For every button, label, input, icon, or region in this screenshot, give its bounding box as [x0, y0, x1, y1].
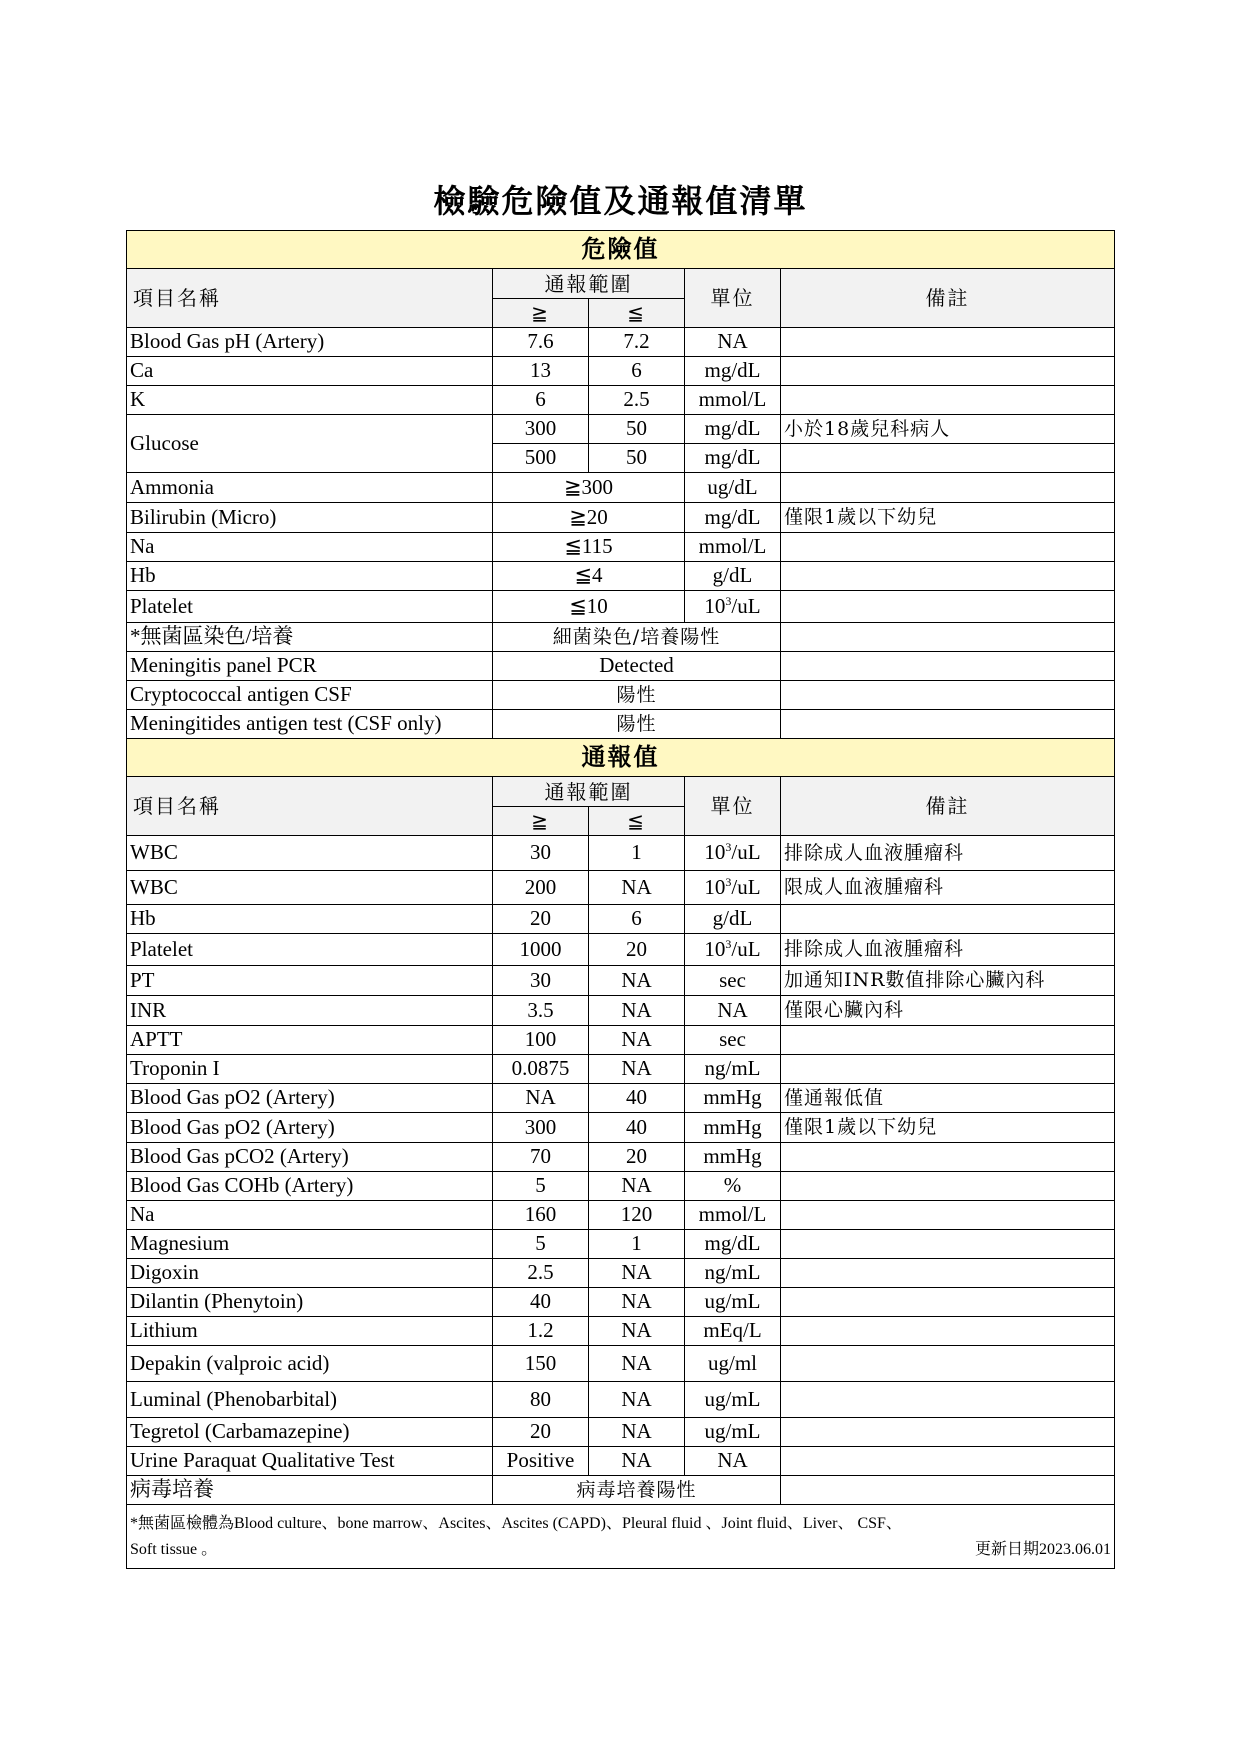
- le-value: NA: [589, 1447, 685, 1476]
- table-row: [127, 357, 1115, 386]
- note-cell: [781, 1382, 1115, 1418]
- table-row: [127, 623, 1115, 652]
- item-name: Meningitis panel PCR: [127, 652, 493, 681]
- unit-exponent: 3: [725, 936, 732, 951]
- unit-cell: mmol/L: [685, 386, 781, 415]
- section-row: [127, 231, 1115, 269]
- ge-value: 40: [493, 1288, 589, 1317]
- note-cell: [781, 473, 1115, 503]
- updated-date: 更新日期2023.06.01: [974, 1540, 1111, 1558]
- item-name: Blood Gas pCO2 (Artery): [127, 1143, 493, 1172]
- result-cell: Detected: [493, 652, 781, 681]
- unit-cell: mmHg: [685, 1084, 781, 1113]
- note-cell: [781, 357, 1115, 386]
- table-row: [127, 1317, 1115, 1346]
- unit-cell: mmol/L: [685, 533, 781, 562]
- table-row: [127, 1259, 1115, 1288]
- item-name: Lithium: [127, 1317, 493, 1346]
- ge-value: 150: [493, 1346, 589, 1382]
- table-row: [127, 1172, 1115, 1201]
- item-name: Depakin (valproic acid): [127, 1346, 493, 1382]
- header-item: 項目名稱: [127, 269, 493, 328]
- table-row: [127, 836, 1115, 871]
- ge-value: 80: [493, 1382, 589, 1418]
- range-cell: ≧20: [493, 503, 685, 533]
- section-row: [127, 739, 1115, 777]
- le-value: NA: [589, 1259, 685, 1288]
- header-row: [127, 269, 1115, 299]
- note-cell: [781, 591, 1115, 623]
- note-cell: 限成人血液腫瘤科: [781, 871, 1115, 905]
- note-cell: [781, 562, 1115, 591]
- header-le: ≦: [589, 299, 685, 328]
- critical-values-table: [126, 230, 1115, 1569]
- table-row: [127, 1447, 1115, 1476]
- result-cell: 陽性: [493, 710, 781, 739]
- item-name: Blood Gas pO2 (Artery): [127, 1084, 493, 1113]
- header-note: 備註: [781, 777, 1115, 836]
- le-value: 50: [589, 444, 685, 473]
- note-cell: 僅限1歲以下幼兒: [781, 1113, 1115, 1143]
- table-row: [127, 533, 1115, 562]
- ge-value: Positive: [493, 1447, 589, 1476]
- ge-value: 300: [493, 1113, 589, 1143]
- le-value: 20: [589, 934, 685, 966]
- note-cell: 僅通報低值: [781, 1084, 1115, 1113]
- note-cell: [781, 1418, 1115, 1447]
- table-body: [127, 231, 1115, 1569]
- item-name: K: [127, 386, 493, 415]
- ge-value: 6: [493, 386, 589, 415]
- table-row: [127, 415, 1115, 444]
- note-cell: [781, 1317, 1115, 1346]
- table-row: [127, 1084, 1115, 1113]
- unit-cell: mEq/L: [685, 1317, 781, 1346]
- note-cell: [781, 1026, 1115, 1055]
- unit-cell: ug/mL: [685, 1382, 781, 1418]
- ge-value: 0.0875: [493, 1055, 589, 1084]
- range-cell: ≦4: [493, 562, 685, 591]
- section-title: 通報值: [127, 739, 1115, 777]
- unit-exponent: 3: [725, 840, 732, 855]
- unit-cell: ng/mL: [685, 1259, 781, 1288]
- item-name: Bilirubin (Micro): [127, 503, 493, 533]
- item-name: Cryptococcal antigen CSF: [127, 681, 493, 710]
- table-row: [127, 652, 1115, 681]
- ge-value: 500: [493, 444, 589, 473]
- ge-value: 5: [493, 1172, 589, 1201]
- table-row: [127, 1143, 1115, 1172]
- item-name: Na: [127, 1201, 493, 1230]
- footnote-tissue: Soft tissue 。: [130, 1540, 218, 1558]
- table-row: [127, 591, 1115, 623]
- note-cell: [781, 710, 1115, 739]
- item-name: Blood Gas pH (Artery): [127, 328, 493, 357]
- unit-cell: ng/mL: [685, 1055, 781, 1084]
- note-cell: 小於18歲兒科病人: [781, 415, 1115, 444]
- item-name: Ammonia: [127, 473, 493, 503]
- unit-cell: mmHg: [685, 1113, 781, 1143]
- note-cell: 僅限心臟內科: [781, 996, 1115, 1026]
- table-row: [127, 871, 1115, 905]
- ge-value: 1000: [493, 934, 589, 966]
- unit-cell: ug/mL: [685, 1288, 781, 1317]
- item-name: Dilantin (Phenytoin): [127, 1288, 493, 1317]
- le-value: 7.2: [589, 328, 685, 357]
- note-cell: [781, 1143, 1115, 1172]
- note-cell: [781, 1230, 1115, 1259]
- footnote-line1: *無菌區檢體為Blood culture、bone marrow、Ascites、Ascites (CAPD)、Pleural fluid 、Joint fluid、Liver、 CSF、: [130, 1514, 902, 1532]
- table-row: [127, 328, 1115, 357]
- note-cell: [781, 1476, 1115, 1505]
- ge-value: 300: [493, 415, 589, 444]
- header-item: 項目名稱: [127, 777, 493, 836]
- unit-cell: NA: [685, 1447, 781, 1476]
- result-cell: 細菌染色/培養陽性: [493, 623, 781, 652]
- unit-cell: mg/dL: [685, 503, 781, 533]
- unit-cell: g/dL: [685, 905, 781, 934]
- note-cell: 排除成人血液腫瘤科: [781, 836, 1115, 871]
- unit-cell: mg/dL: [685, 415, 781, 444]
- note-cell: [781, 1055, 1115, 1084]
- table-row: [127, 1201, 1115, 1230]
- table-row: [127, 1055, 1115, 1084]
- ge-value: 2.5: [493, 1259, 589, 1288]
- le-value: 20: [589, 1143, 685, 1172]
- item-name: Magnesium: [127, 1230, 493, 1259]
- le-value: NA: [589, 1346, 685, 1382]
- unit-cell: ug/dL: [685, 473, 781, 503]
- note-cell: [781, 328, 1115, 357]
- unit-exponent: 3: [725, 593, 732, 608]
- table-row: [127, 1346, 1115, 1382]
- unit-cell: mmol/L: [685, 1201, 781, 1230]
- unit-cell: ug/ml: [685, 1346, 781, 1382]
- le-value: 2.5: [589, 386, 685, 415]
- ge-value: 20: [493, 905, 589, 934]
- le-value: NA: [589, 871, 685, 905]
- table-row: [127, 996, 1115, 1026]
- item-name: 病毒培養: [127, 1476, 493, 1505]
- item-name: Platelet: [127, 591, 493, 623]
- item-name: Urine Paraquat Qualitative Test: [127, 1447, 493, 1476]
- table-row: [127, 503, 1115, 533]
- le-value: NA: [589, 996, 685, 1026]
- item-name: Blood Gas pO2 (Artery): [127, 1113, 493, 1143]
- header-range: 通報範圍: [493, 777, 685, 807]
- header-unit: 單位: [685, 777, 781, 836]
- note-cell: 排除成人血液腫瘤科: [781, 934, 1115, 966]
- item-name: INR: [127, 996, 493, 1026]
- le-value: NA: [589, 1288, 685, 1317]
- le-value: NA: [589, 1055, 685, 1084]
- unit-cell: $10^3/uL$: [685, 836, 781, 871]
- table-row: [127, 1382, 1115, 1418]
- ge-value: NA: [493, 1084, 589, 1113]
- unit-cell: $10^3/uL$: [685, 934, 781, 966]
- item-name: PT: [127, 966, 493, 996]
- le-value: 40: [589, 1113, 685, 1143]
- item-name: Hb: [127, 562, 493, 591]
- item-name: Luminal (Phenobarbital): [127, 1382, 493, 1418]
- ge-value: 13: [493, 357, 589, 386]
- item-name: Meningitides antigen test (CSF only): [127, 710, 493, 739]
- note-cell: [781, 1259, 1115, 1288]
- le-value: 1: [589, 1230, 685, 1259]
- ge-value: 7.6: [493, 328, 589, 357]
- ge-value: 3.5: [493, 996, 589, 1026]
- header-unit: 單位: [685, 269, 781, 328]
- le-value: 50: [589, 415, 685, 444]
- table-row: [127, 966, 1115, 996]
- item-name: Na: [127, 533, 493, 562]
- item-name: Ca: [127, 357, 493, 386]
- header-row: [127, 777, 1115, 807]
- unit-cell: $10^3/uL$: [685, 871, 781, 905]
- unit-cell: %: [685, 1172, 781, 1201]
- le-value: 6: [589, 357, 685, 386]
- le-value: NA: [589, 1317, 685, 1346]
- range-cell: ≦115: [493, 533, 685, 562]
- ge-value: 160: [493, 1201, 589, 1230]
- unit-cell: NA: [685, 996, 781, 1026]
- ge-value: 100: [493, 1026, 589, 1055]
- unit-cell: $10^3/uL$: [685, 591, 781, 623]
- item-name: WBC: [127, 836, 493, 871]
- table-row: [127, 562, 1115, 591]
- table-row: [127, 710, 1115, 739]
- item-name: Troponin I: [127, 1055, 493, 1084]
- item-name: Hb: [127, 905, 493, 934]
- item-name: Tegretol (Carbamazepine): [127, 1418, 493, 1447]
- note-cell: 加通知INR數值排除心臟內科: [781, 966, 1115, 996]
- section-title: 危險值: [127, 231, 1115, 269]
- le-value: NA: [589, 1026, 685, 1055]
- ge-value: 70: [493, 1143, 589, 1172]
- note-cell: [781, 533, 1115, 562]
- table-row: [127, 473, 1115, 503]
- table-row: [127, 1476, 1115, 1505]
- unit-cell: sec: [685, 1026, 781, 1055]
- range-cell: ≧300: [493, 473, 685, 503]
- unit-cell: mg/dL: [685, 444, 781, 473]
- unit-cell: mmHg: [685, 1143, 781, 1172]
- unit-cell: ug/mL: [685, 1418, 781, 1447]
- le-value: 120: [589, 1201, 685, 1230]
- item-name: Glucose: [127, 415, 493, 473]
- unit-cell: g/dL: [685, 562, 781, 591]
- item-name: APTT: [127, 1026, 493, 1055]
- unit-cell: sec: [685, 966, 781, 996]
- unit-cell: mg/dL: [685, 357, 781, 386]
- item-name: *無菌區染色/培養: [127, 623, 493, 652]
- ge-value: 5: [493, 1230, 589, 1259]
- ge-value: 20: [493, 1418, 589, 1447]
- le-value: NA: [589, 1418, 685, 1447]
- table-row: [127, 905, 1115, 934]
- note-cell: [781, 1172, 1115, 1201]
- le-value: 1: [589, 836, 685, 871]
- note-cell: [781, 1288, 1115, 1317]
- note-cell: [781, 681, 1115, 710]
- le-value: NA: [589, 1172, 685, 1201]
- footer-row: [127, 1505, 1115, 1569]
- ge-value: 30: [493, 836, 589, 871]
- note-cell: [781, 386, 1115, 415]
- table-row: [127, 1230, 1115, 1259]
- note-cell: 僅限1歲以下幼兒: [781, 503, 1115, 533]
- footnote: [127, 1505, 1115, 1569]
- table-row: [127, 1026, 1115, 1055]
- item-name: WBC: [127, 871, 493, 905]
- unit-exponent: 3: [725, 874, 732, 889]
- note-cell: [781, 652, 1115, 681]
- le-value: NA: [589, 1382, 685, 1418]
- le-value: NA: [589, 966, 685, 996]
- header-note: 備註: [781, 269, 1115, 328]
- note-cell: [781, 905, 1115, 934]
- note-cell: [781, 444, 1115, 473]
- table-row: [127, 934, 1115, 966]
- table-row: [127, 1418, 1115, 1447]
- note-cell: [781, 623, 1115, 652]
- range-cell: ≦10: [493, 591, 685, 623]
- note-cell: [781, 1447, 1115, 1476]
- item-name: Digoxin: [127, 1259, 493, 1288]
- le-value: 40: [589, 1084, 685, 1113]
- ge-value: 30: [493, 966, 589, 996]
- table-row: [127, 386, 1115, 415]
- note-cell: [781, 1346, 1115, 1382]
- header-range: 通報範圍: [493, 269, 685, 299]
- ge-value: 1.2: [493, 1317, 589, 1346]
- unit-cell: mg/dL: [685, 1230, 781, 1259]
- le-value: 6: [589, 905, 685, 934]
- item-name: Platelet: [127, 934, 493, 966]
- footnote-line2: [130, 1541, 1111, 1559]
- header-ge: ≧: [493, 807, 589, 836]
- table-row: [127, 681, 1115, 710]
- page-title: 檢驗危險值及通報值清單: [433, 182, 808, 220]
- table-row: [127, 1288, 1115, 1317]
- note-cell: [781, 1201, 1115, 1230]
- result-cell: 陽性: [493, 681, 781, 710]
- header-ge: ≧: [493, 299, 589, 328]
- result-cell: 病毒培養陽性: [493, 1476, 781, 1505]
- unit-cell: NA: [685, 328, 781, 357]
- table-row: [127, 1113, 1115, 1143]
- item-name: Blood Gas COHb (Artery): [127, 1172, 493, 1201]
- ge-value: 200: [493, 871, 589, 905]
- header-le: ≦: [589, 807, 685, 836]
